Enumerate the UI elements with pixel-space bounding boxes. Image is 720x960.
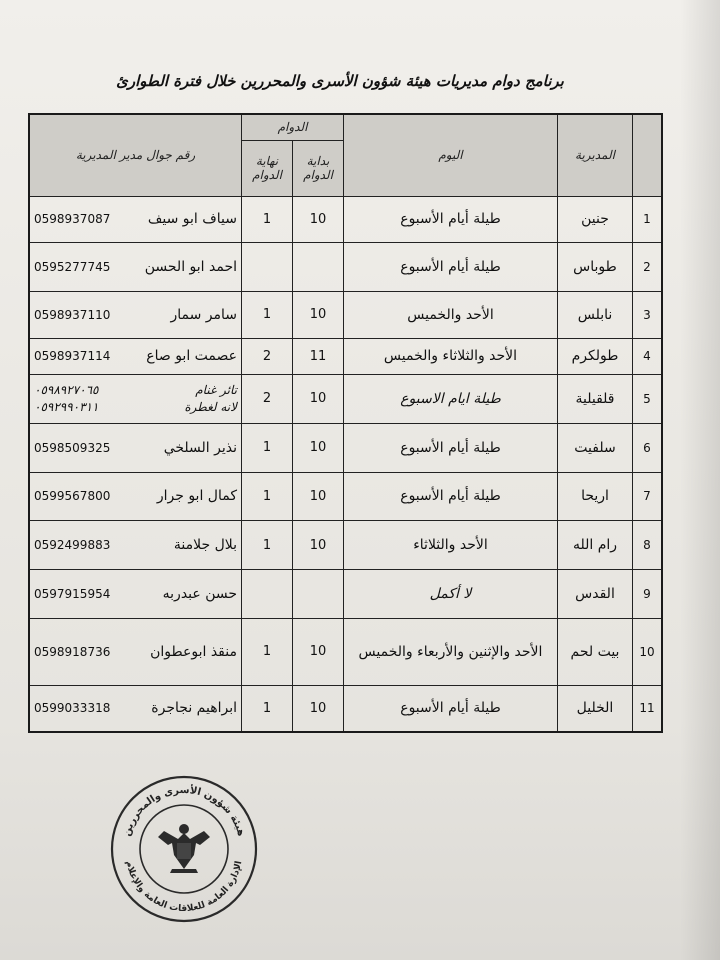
manager-cell bbox=[29, 521, 242, 570]
working-days: طيلة أيام الأسبوع bbox=[344, 472, 558, 521]
handwritten-contact: تائر غنام ٠٥٩٨٩٢٧٠٦٥ bbox=[34, 382, 237, 397]
table-row bbox=[29, 521, 662, 570]
directorate-name: الخليل bbox=[558, 685, 633, 732]
shift-start bbox=[293, 570, 344, 619]
eagle-emblem-icon bbox=[158, 824, 210, 873]
directorate-name: جنين bbox=[558, 196, 633, 243]
header-shift-end: نهاية الدوام bbox=[242, 140, 293, 196]
working-days: طيلة أيام الأسبوع bbox=[344, 423, 558, 472]
stamp-top-text: هيئة شؤون الأسرى والمحررين bbox=[121, 784, 247, 838]
header-manager-phone: رقم جوال مدير المديرية bbox=[29, 114, 242, 196]
manager-name: احمد ابو الحسن bbox=[144, 259, 237, 276]
official-stamp bbox=[108, 773, 260, 925]
manager-phone: 0597915954 bbox=[34, 586, 111, 601]
shift-end: 1 bbox=[242, 423, 293, 472]
working-days: طيلة أيام الأسبوع bbox=[344, 196, 558, 243]
manager-phone: 0598937114 bbox=[34, 349, 111, 364]
shift-start bbox=[293, 243, 344, 292]
shift-end: 1 bbox=[242, 196, 293, 243]
shift-end: 1 bbox=[242, 291, 293, 338]
table-row bbox=[29, 375, 662, 424]
manager-phone: 0595277745 bbox=[34, 260, 111, 275]
manager-cell bbox=[29, 685, 242, 732]
shift-start: 10 bbox=[293, 375, 344, 424]
manager-name: سامر سمار bbox=[170, 306, 237, 323]
shift-start: 10 bbox=[293, 685, 344, 732]
shift-end: 2 bbox=[242, 338, 293, 375]
row-number: 6 bbox=[633, 423, 663, 472]
schedule-table bbox=[28, 113, 663, 733]
directorate-name: نابلس bbox=[558, 291, 633, 338]
directorate-name: بيت لحم bbox=[558, 618, 633, 685]
manager-phone: 0599033318 bbox=[34, 701, 111, 716]
manager-phone: 0598509325 bbox=[34, 440, 111, 455]
manager-name: سياف ابو سيف bbox=[147, 211, 237, 228]
table-row bbox=[29, 472, 662, 521]
manager-cell bbox=[29, 570, 242, 619]
directorate-name: طولكرم bbox=[558, 338, 633, 375]
header-directorate: المديرية bbox=[558, 114, 633, 196]
manager-name: عصمت ابو صاع bbox=[146, 348, 237, 365]
table-row bbox=[29, 338, 662, 375]
working-days: الأحد والثلاثاء bbox=[344, 521, 558, 570]
table-row bbox=[29, 243, 662, 292]
manager-phone: 0598918736 bbox=[34, 644, 111, 659]
manager-name: ابراهيم نجاجرة bbox=[151, 700, 237, 717]
shift-start: 10 bbox=[293, 472, 344, 521]
shift-end: 1 bbox=[242, 685, 293, 732]
stamp-bottom-text: الإدارة العامة للعلاقات العامة والإعلام bbox=[123, 860, 245, 915]
handwritten-contact: لانه لغطرة ٠٥٩٢٩٩٠٣١١ bbox=[34, 399, 237, 414]
manager-phone: 0598937110 bbox=[34, 307, 111, 322]
shift-end: 2 bbox=[242, 375, 293, 424]
directorate-name: رام الله bbox=[558, 521, 633, 570]
working-days: طيلة أيام الأسبوع bbox=[344, 243, 558, 292]
shift-start: 10 bbox=[293, 291, 344, 338]
shift-start: 10 bbox=[293, 618, 344, 685]
manager-name: نذير السلخي bbox=[163, 439, 237, 456]
manager-cell bbox=[29, 375, 242, 424]
manager-cell bbox=[29, 338, 242, 375]
table-row bbox=[29, 685, 662, 732]
table-row bbox=[29, 291, 662, 338]
manager-phone: 0599567800 bbox=[34, 489, 111, 504]
working-days: طيلة ايام الاسبوع bbox=[344, 375, 558, 424]
row-number: 11 bbox=[633, 685, 663, 732]
shift-start: 11 bbox=[293, 338, 344, 375]
document-title: برنامج دوام مديريات هيئة شؤون الأسرى والمحررين خلال فترة الطوارئ bbox=[116, 72, 564, 90]
table-row bbox=[29, 196, 662, 243]
row-number: 3 bbox=[633, 291, 663, 338]
row-number: 7 bbox=[633, 472, 663, 521]
manager-cell bbox=[29, 423, 242, 472]
row-number: 4 bbox=[633, 338, 663, 375]
directorate-name: قلقيلية bbox=[558, 375, 633, 424]
shift-end: 1 bbox=[242, 472, 293, 521]
row-number: 2 bbox=[633, 243, 663, 292]
directorate-name: سلفيت bbox=[558, 423, 633, 472]
shift-end bbox=[242, 243, 293, 292]
manager-cell bbox=[29, 618, 242, 685]
working-days: الأحد والخميس bbox=[344, 291, 558, 338]
shift-start: 10 bbox=[293, 423, 344, 472]
table-row bbox=[29, 423, 662, 472]
working-days: لا أكمل bbox=[344, 570, 558, 619]
directorate-name: طوباس bbox=[558, 243, 633, 292]
row-number: 9 bbox=[633, 570, 663, 619]
manager-name: حسن عبدربه bbox=[162, 585, 237, 602]
directorate-name: اريحا bbox=[558, 472, 633, 521]
header-num bbox=[633, 114, 663, 196]
shift-end: 1 bbox=[242, 618, 293, 685]
working-days: الأحد والثلاثاء والخميس bbox=[344, 338, 558, 375]
shift-start: 10 bbox=[293, 196, 344, 243]
header-days: اليوم bbox=[344, 114, 558, 196]
manager-cell bbox=[29, 243, 242, 292]
table-row bbox=[29, 570, 662, 619]
working-days: الأحد والإثنين والأربعاء والخميس bbox=[344, 618, 558, 685]
shift-start: 10 bbox=[293, 521, 344, 570]
manager-cell bbox=[29, 196, 242, 243]
row-number: 5 bbox=[633, 375, 663, 424]
manager-phone: 0598937087 bbox=[34, 212, 111, 227]
shift-end: 1 bbox=[242, 521, 293, 570]
header-shift-start: بداية الدوام bbox=[293, 140, 344, 196]
table-row bbox=[29, 618, 662, 685]
manager-name: كمال ابو جرار bbox=[156, 488, 237, 505]
header-shift: الدوام bbox=[242, 114, 344, 140]
manager-phone: 0592499883 bbox=[34, 538, 111, 553]
directorate-name: القدس bbox=[558, 570, 633, 619]
manager-name: منقذ ابوعطوان bbox=[150, 643, 237, 660]
manager-name: بلال جلامنة bbox=[173, 537, 237, 554]
working-days: طيلة أيام الأسبوع bbox=[344, 685, 558, 732]
row-number: 1 bbox=[633, 196, 663, 243]
row-number: 8 bbox=[633, 521, 663, 570]
shift-end bbox=[242, 570, 293, 619]
manager-cell bbox=[29, 472, 242, 521]
row-number: 10 bbox=[633, 618, 663, 685]
manager-cell bbox=[29, 291, 242, 338]
